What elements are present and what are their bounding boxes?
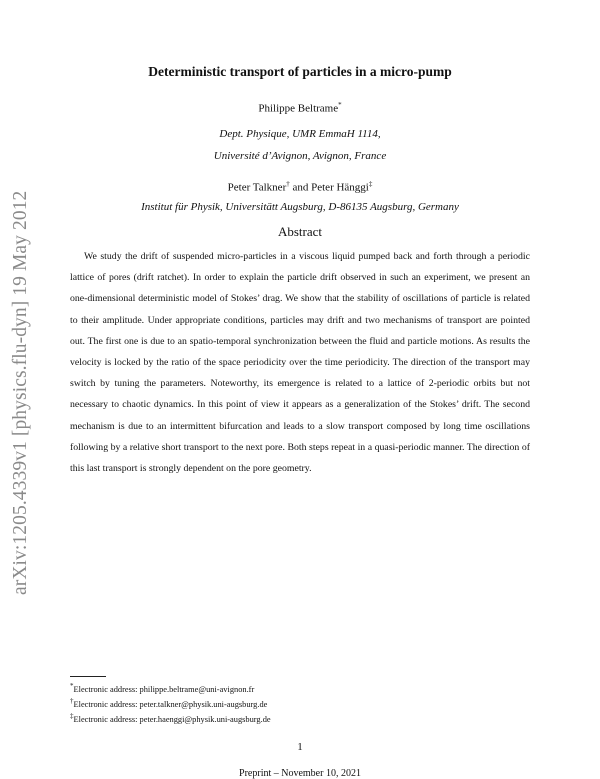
footnote [70,712,271,724]
author-line-2 [0,180,600,194]
footnote-mark: ‡ [70,712,74,720]
page-number: 1 [297,741,303,753]
author-name: Peter Hänggi [311,181,369,194]
footnote [70,697,267,709]
author-name: Philippe Beltrame [258,102,339,115]
author-conjunction: and [292,181,309,194]
footnote-text: Electronic address: philippe.beltrame@uni-avignon.fr [73,684,255,694]
author-name: Peter Talkner [227,181,287,194]
author-footnote-mark: * [338,101,342,109]
arxiv-side-stamp: arXiv:1205.4339v1 [physics.flu-dyn] 19 May 2012 [10,190,31,595]
footnote-text: Electronic address: peter.talkner@physik.uni-augsburg.de [73,699,268,709]
footnote [70,682,254,694]
author-footnote-mark: ‡ [368,180,373,188]
abstract-body: We study the drift of suspended micro-particles in a viscous liquid pumped back and forth through a periodic lattice of pores (drift ratchet). In order to explain the particle drift observed in such an experiment, we present an one-dimensional deterministic model of Stokes’ drag. We show that the stability of oscillations of particle is related to their amplitude. Under appropriate conditions, particles may drift and two mechanisms of transport are pointed out. The first one is due to an spatio-temporal synchronization between the fluid and particle motions. As results the velocity is locked by the ratio of the space periodicity over the time periodicity. The direction of the transport may switch by tuning the parameters. Noteworthy, its emergence is related to a lattice of 2-periodic orbits but not necessary to chaotic dynamics. In this point of view it appears as a generalization of the Stokes’ drift. The second mechanism is due to an intermittent bifurcation and leads to a slow transport composed by long time oscillations following by a relative short transport to the next pore. Both steps repeat in a quasi-periodic manner. The direction of this last transport is strongly dependent on the pore geometry. [70,251,530,475]
author-line-1 [0,101,600,115]
footnote-text: Electronic address: peter.haenggi@physik.uni-augsburg.de [73,714,271,724]
footnote-mark: * [70,682,74,690]
author-footnote-mark: † [286,180,290,188]
footnote-rule [70,676,106,677]
affiliation-line: Université d’Avignon, Avignon, France [213,150,387,162]
footnote-mark: † [70,697,74,705]
preprint-date: Preprint – November 10, 2021 [239,768,361,779]
paper-title: Deterministic transport of particles in a micro-pump [148,64,452,79]
affiliation-line: Dept. Physique, UMR EmmaH 1114, [219,128,381,140]
abstract-heading: Abstract [277,224,323,239]
affiliation-1 [0,123,600,167]
affiliation-2: Institut für Physik, Universitätt Augsburg, D-86135 Augsburg, Germany [141,201,459,213]
